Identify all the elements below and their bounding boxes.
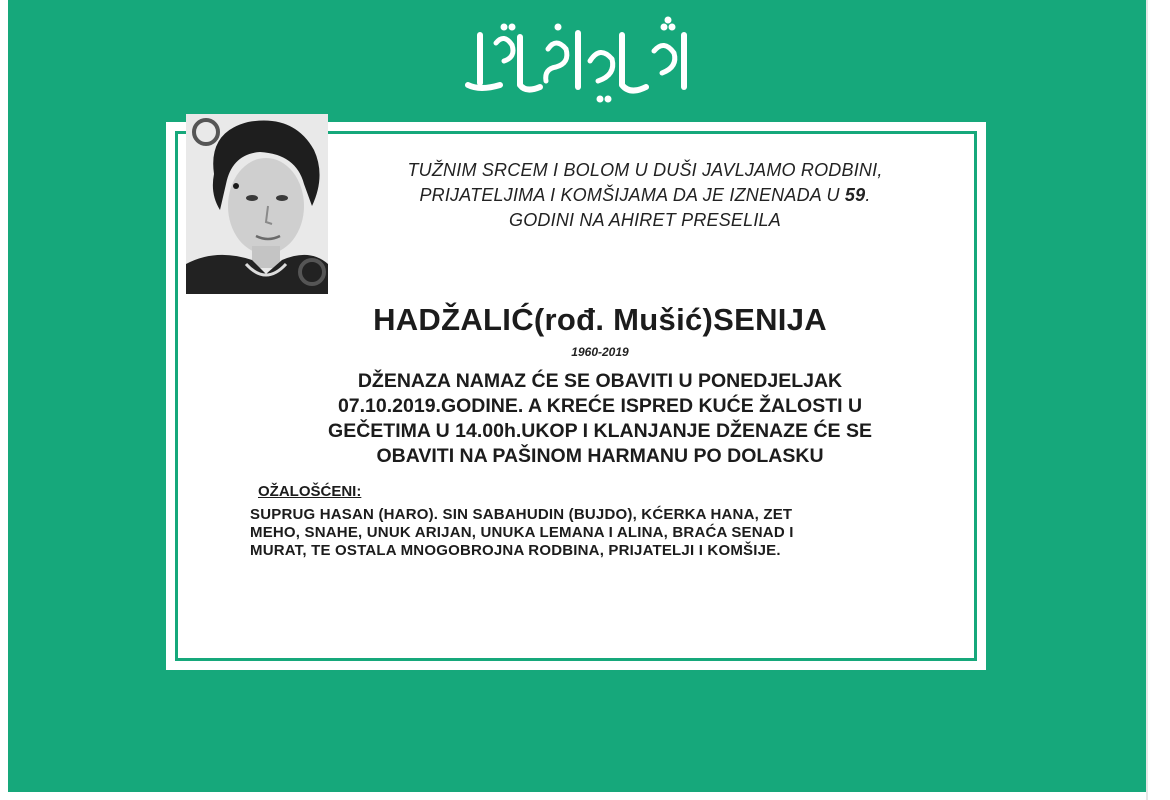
age-value: 59 [844,185,866,205]
arabic-calligraphy-icon [420,12,740,112]
mourners-list [250,506,950,560]
mourners-line-3: MURAT, TE OSTALA MNOGOBROJNA RODBINA, PRIJATELJI I KOMŠIJE. [250,542,781,559]
mourners-heading: OŽALOŠĆENI: [258,483,362,500]
funeral-line-4: OBAVITI NA PAŠINOM HARMANU PO DOLASKU [376,445,824,467]
deceased-name: HADŽALIĆ(rođ. Mušić)SENIJA [373,302,827,337]
funeral-line-2: 07.10.2019.GODINE. A KREĆE ISPRED KUĆE ŽALOSTI U [337,395,863,417]
intro-line-2-prefix: PRIJATELJIMA I KOMŠIJAMA DA JE IZNENADA U [419,185,845,205]
intro-line-2 [340,183,950,208]
announcement-intro [340,158,950,233]
mourners-line-2: MEHO, SNAHE, UNUK ARIJAN, UNUKA LEMANA I ALINA, BRAĆA SENAD I [250,524,794,541]
funeral-line-3: GEČETIMA U 14.00h.UKOP I KLANJANJE DŽENAZE ĆE SE [328,420,872,442]
mourners-line-1: SUPRUG HASAN (HARO). SIN SABAHUDIN (BUJDO), KĆERKA HANA, ZET [250,506,793,523]
intro-line-3: GODINI NA AHIRET PRESELILA [509,210,781,230]
life-years: 1960-2019 [571,345,629,359]
page-edge [1146,0,1148,800]
portrait-photo-icon [186,114,328,294]
intro-line-2-suffix: . [865,185,871,205]
funeral-details [200,369,1000,469]
intro-line-1: TUŽNIM SRCEM I BOLOM U DUŠI JAVLJAMO RODBINI, [407,160,883,180]
funeral-line-1: DŽENAZA NAMAZ ĆE SE OBAVITI U PONEDJELJAK [357,370,843,392]
